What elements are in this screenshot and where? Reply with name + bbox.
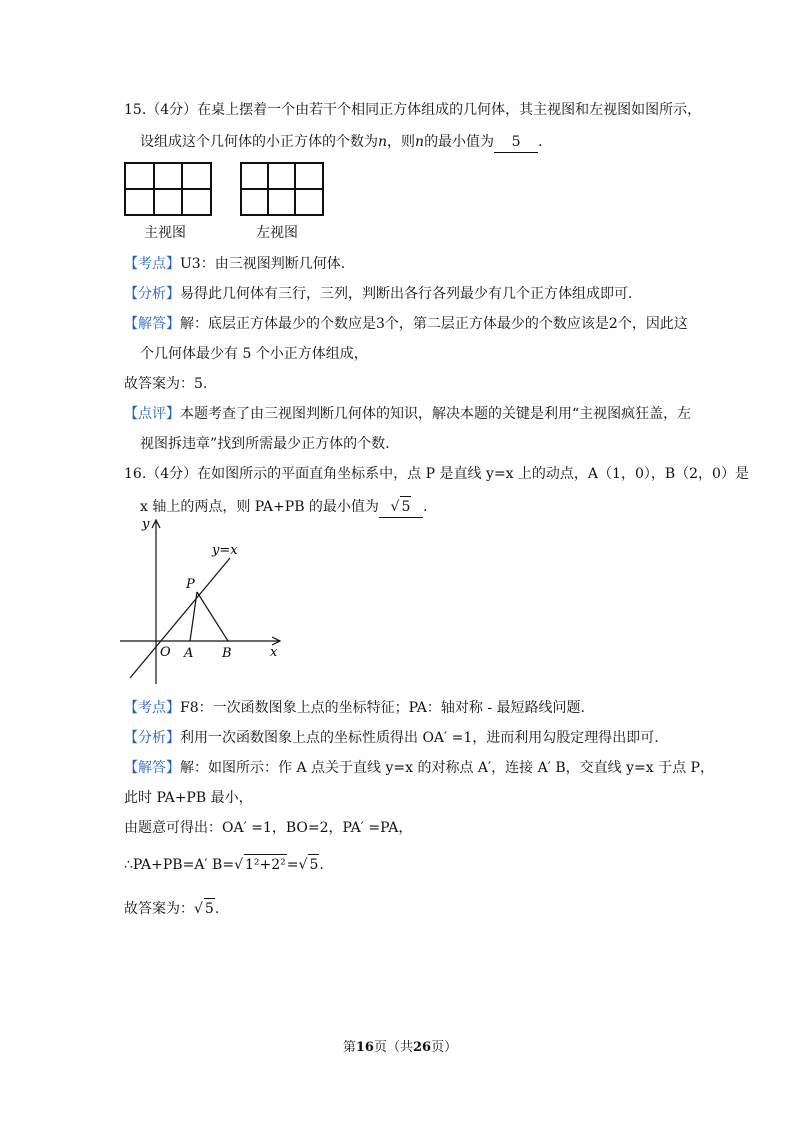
period: .: [214, 901, 220, 917]
q16-answer: √ 5: [379, 496, 423, 518]
q15-stem-text: 的最小值为: [424, 134, 495, 150]
line-label: y=x: [212, 543, 238, 558]
q16-kaodian: [124, 698, 585, 718]
q16-jieda-line3: 由题意可得出：OA′ =1，BO=2，PA′ =PA，: [124, 820, 413, 836]
q15-jieda: [124, 314, 688, 334]
jieda-tag: 【解答】: [124, 760, 180, 776]
q15-stem-text: 设组成这个几何体的小正方体的个数为: [140, 134, 378, 150]
footer-text: 页（共: [373, 1040, 413, 1055]
q15-var-n: n: [378, 134, 388, 150]
q15-stem-line2: [140, 132, 543, 153]
front-view-figure: [124, 162, 212, 216]
dianping-tag: 【点评】: [124, 406, 180, 422]
fenxi-tag: 【分析】: [124, 730, 180, 746]
page-footer: [0, 1036, 800, 1055]
coordinate-graph: [118, 514, 288, 686]
current-page-number: 16: [355, 1040, 374, 1055]
graph-svg: [118, 514, 288, 686]
jieda-formula-text: ∴PA+PB=A′ B=: [124, 857, 235, 873]
jieda-text: 解：如图所示：作 A 点关于直线 y=x 的对称点 A′，连接 A′ B，交直线 y=x 于点 P，: [180, 760, 714, 776]
y-axis-label: y: [142, 517, 150, 532]
footer-text: 页）: [431, 1040, 458, 1055]
x-axis-label: x: [270, 645, 278, 660]
jieda-tag: 【解答】: [124, 316, 180, 332]
radicand-2: 5: [308, 854, 319, 875]
q15-var-n: n: [415, 134, 425, 150]
left-view-caption: 左视图: [256, 225, 298, 241]
q16-fenxi: [124, 728, 659, 748]
point-a-label: A: [184, 646, 194, 661]
point-p-label: P: [186, 577, 195, 592]
q16-answer-radicand: 5: [400, 496, 411, 517]
q15-stem-line1: 15.（4分）在桌上摆着一个由若干个相同正方体组成的几何体，其主视图和左视图如图所示，: [124, 102, 702, 118]
q16-jieda: [124, 758, 714, 778]
final-radicand: 5: [204, 898, 215, 919]
radicand-1: 1²+2²: [244, 854, 287, 875]
fenxi-tag: 【分析】: [124, 286, 180, 302]
q16-stem-text: x 轴上的两点，则 PA+PB 的最小值为: [140, 499, 379, 515]
final-text: 故答案为：: [124, 901, 194, 917]
footer-text: 第: [342, 1040, 356, 1055]
q15-stem-text: .: [538, 134, 543, 150]
fenxi-text: 利用一次函数图象上点的坐标性质得出 OA′ =1，进而利用勾股定理得出即可.: [180, 730, 659, 746]
q15-jieda-line2: 个几何体最少有 5 个小正方体组成，: [140, 346, 368, 362]
segment-pa: [190, 592, 197, 641]
q16-jieda-line2: 此时 PA+PB 最小，: [124, 790, 253, 806]
q16-jieda-line4: ∴PA+PB=A′ B=√ 1²+2²=√ 5.: [124, 854, 324, 875]
kaodian-text: U3：由三视图判断几何体.: [180, 256, 346, 272]
left-view-grid: [240, 162, 324, 216]
kaodian-tag: 【考点】: [124, 256, 180, 272]
fenxi-text: 易得此几何体有三行，三列，判断出各行各列最少有几个正方体组成即可.: [180, 286, 633, 302]
front-view-grid: [124, 162, 212, 216]
q15-dianping: [124, 404, 691, 424]
line-y-eq-x: [130, 558, 230, 678]
kaodian-tag: 【考点】: [124, 700, 180, 716]
q15-fenxi: [124, 284, 632, 304]
front-view-caption: 主视图: [144, 225, 186, 241]
q16-stem-line1: 16.（4分）在如图所示的平面直角坐标系中，点 P 是直线 y=x 上的动点，A（1，0），B（2，0）是: [124, 466, 749, 482]
q15-kaodian: [124, 254, 345, 274]
equals-sign: =: [286, 857, 299, 873]
origin-label: O: [160, 645, 171, 660]
q16-final-answer: 故答案为：√ 5.: [124, 898, 219, 919]
q15-dianping-line2: 视图拆违章”找到所需最少正方体的个数.: [140, 436, 390, 452]
segment-pb: [197, 592, 228, 641]
jieda-text: 解：底层正方体最少的个数应是3个，第二层正方体最少的个数应该是2个，因此这: [180, 316, 688, 332]
dianping-text: 本题考查了由三视图判断几何体的知识，解决本题的关键是利用“主视图疯狂盖，左: [180, 406, 692, 422]
kaodian-text: F8：一次函数图象上点的坐标特征；PA：轴对称 - 最短路线问题.: [180, 700, 585, 716]
left-view-figure: [240, 162, 324, 216]
q15-final-answer: 故答案为：5.: [124, 376, 208, 392]
q15-answer: 5: [494, 132, 538, 153]
period: .: [319, 857, 324, 873]
total-pages-number: 26: [413, 1040, 432, 1055]
q16-stem-text: .: [422, 499, 428, 515]
q15-stem-text: ，则: [387, 134, 416, 150]
point-b-label: B: [222, 646, 232, 661]
